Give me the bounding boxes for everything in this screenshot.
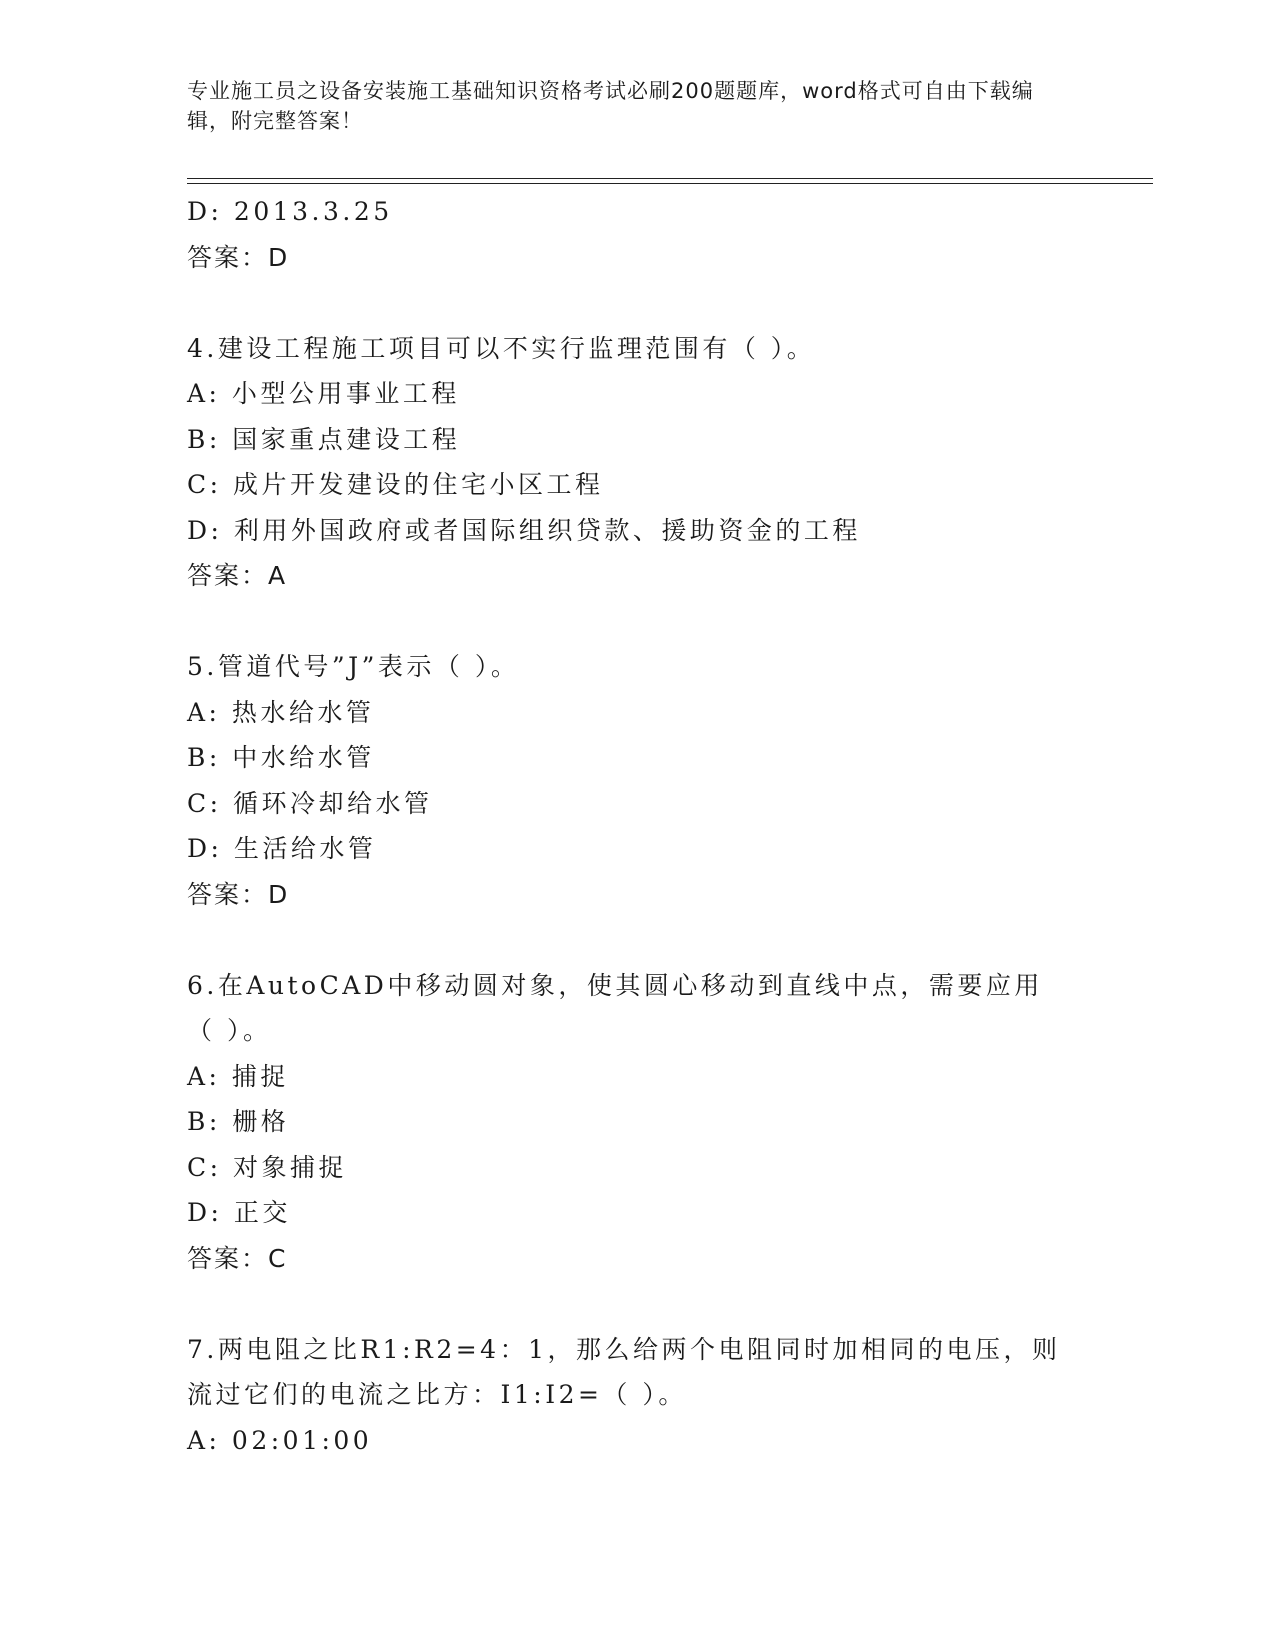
spacer	[187, 917, 1067, 963]
spacer	[187, 599, 1067, 645]
q5-answer: 答案：D	[187, 879, 290, 909]
q4-stem: 4.建设工程施工项目可以不实行监理范围有（ ）。	[187, 333, 816, 363]
document-header: 专业施工员之设备安装施工基础知识资格考试必刷200题题库，word格式可自由下载编辑，附完整答案！	[187, 79, 1034, 133]
q6-option-d: D: 正交	[187, 1198, 291, 1227]
q7-stem: 7.两电阻之比R1:R2=4：1，那么给两个电阻同时加相同的电压，则流过它们的电流之比方：I1:I2=（ ）。	[187, 1334, 1061, 1409]
document-body	[187, 189, 1067, 1463]
spacer	[187, 1281, 1067, 1327]
header-divider-top	[187, 178, 1153, 179]
q5-option-c: C: 循环冷却给水管	[187, 788, 433, 818]
spacer	[187, 280, 1067, 326]
header-divider-bottom	[187, 183, 1153, 184]
q4-option-b: B: 国家重点建设工程	[187, 424, 461, 454]
q3-answer: 答案：D	[187, 242, 290, 272]
q4-option-d: D: 利用外国政府或者国际组织贷款、援助资金的工程	[187, 515, 861, 545]
q4-answer: 答案：A	[187, 561, 288, 590]
q6-option-c: C: 对象捕捉	[187, 1152, 347, 1182]
q6-option-b: B: 栅格	[187, 1107, 290, 1136]
q5-option-a: A: 热水给水管	[187, 697, 375, 727]
q4-option-c: C: 成片开发建设的住宅小区工程	[187, 470, 604, 499]
q7-option-a: A: 02:01:00	[187, 1425, 373, 1455]
q5-option-b: B: 中水给水管	[187, 743, 375, 772]
q4-option-a: A: 小型公用事业工程	[187, 379, 460, 408]
q6-stem: 6.在AutoCAD中移动圆对象，使其圆心移动到直线中点，需要应用（ ）。	[187, 970, 1043, 1045]
q3-option-d: D: 2013.3.25	[187, 197, 393, 226]
q5-stem: 5.管道代号”J”表示（ ）。	[187, 652, 520, 681]
q6-answer: 答案：C	[187, 1243, 288, 1273]
q5-option-d: D: 生活给水管	[187, 834, 377, 863]
q6-option-a: A: 捕捉	[187, 1061, 289, 1091]
